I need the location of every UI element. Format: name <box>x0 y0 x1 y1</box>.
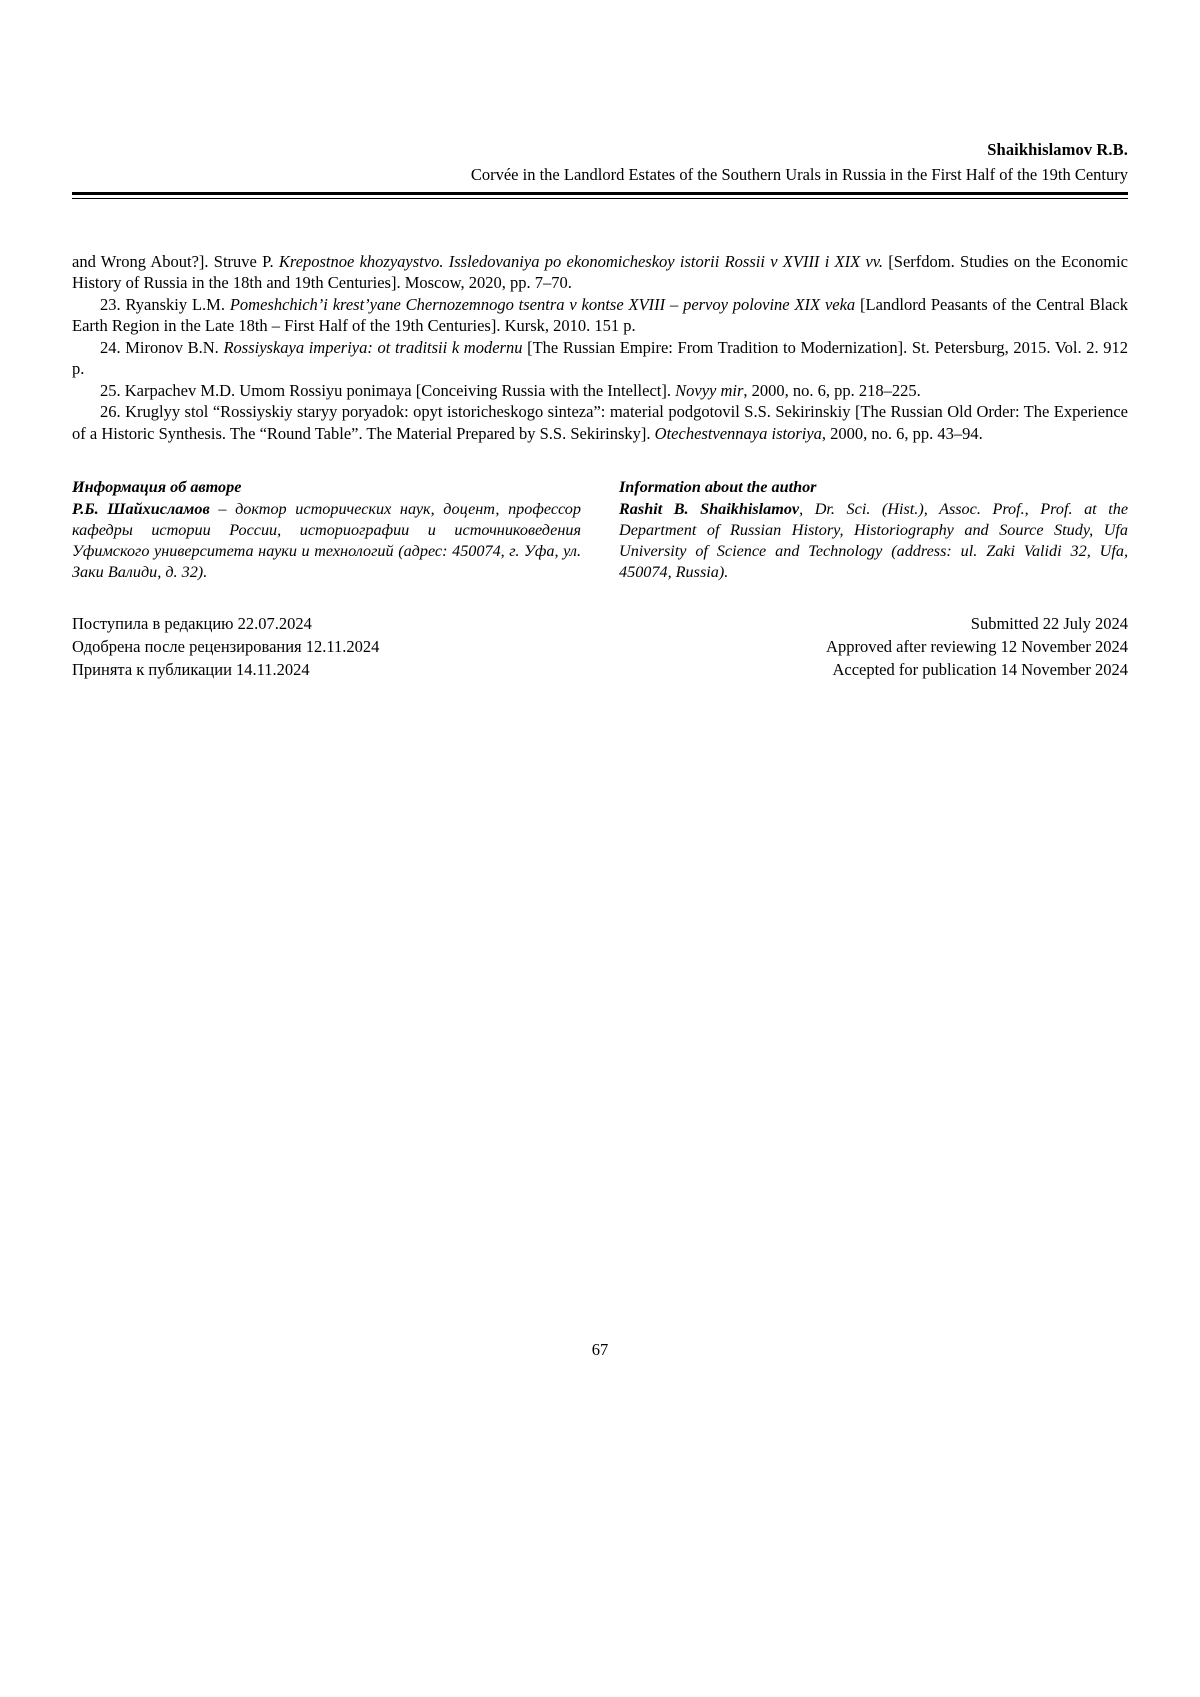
reference-text: Novyy mir <box>675 380 744 400</box>
header-divider <box>72 192 1128 199</box>
author-info-en-text: , Dr. Sci. (Hist.), Assoc. Prof., Prof. at the Department of Russian History, Historiography and Source Study, Ufa University of Science and Technology (address: ul. Zaki Validi 32, Ufa, 450074, Russia). <box>619 500 1129 582</box>
references-list <box>72 251 1128 444</box>
reference-item <box>72 251 1128 294</box>
author-info-ru-heading: Информация об авторе <box>72 477 242 496</box>
reference-text: Rossiyskaya imperiya: ot traditsii k modernu <box>223 337 523 357</box>
author-info-en-body <box>619 499 1128 583</box>
reference-item <box>72 337 1128 380</box>
reference-text: 23. Ryanskiy L.M. <box>100 294 230 314</box>
reference-text: [Serfdom. Studies on the Economic History of Russia in the 18th and 19th Centuries]. Moscow, 2020, pp. 7–70. <box>72 252 1128 293</box>
submission-date-line: Approved after reviewing 12 November 2024 <box>826 637 1128 657</box>
reference-text: 26. Kruglyy stol “Rossiyskiy staryy poryadok: opyt istoricheskogo sinteza”: material podgotovil S.S. Sekirinskiy [The Russian Old Order: The Experience of a Historic Synthesis. The “Round Table”. The Material Prepared by S.S. Sekirinsky]. <box>72 402 1128 443</box>
submission-dates <box>72 613 1128 681</box>
reference-text: , 2000, no. 6, pp. 43–94. <box>821 423 983 443</box>
page-number: 67 <box>591 1340 609 1359</box>
author-info-columns <box>72 477 1128 583</box>
author-info-ru-text: – доктор исторических наук, доцент, профессор кафедры истории России, историографии и источниковедения Уфимского университета науки и технологий (адрес: 450074, г. Уфа, ул. Заки Валиди, д. 32). <box>72 500 581 582</box>
reference-item <box>72 294 1128 337</box>
reference-text: 24. Mironov B.N. <box>100 337 224 357</box>
submission-date-line: Принята к публикации 14.11.2024 <box>72 659 310 679</box>
reference-text: Pomeshchich’i krest’yane Chernozemnogo tsentra v kontse XVIII – pervoy polovine XIX veka <box>229 294 856 314</box>
author-info-ru-name: Р.Б. Шайхисламов <box>72 500 210 518</box>
reference-text: , 2000, no. 6, pp. 218–225. <box>743 380 921 400</box>
submission-dates-en <box>600 613 1128 681</box>
submission-date-line: Submitted 22 July 2024 <box>970 614 1128 634</box>
submission-date-line: Поступила в редакцию 22.07.2024 <box>72 614 312 634</box>
reference-text: 25. Karpachev M.D. Umom Rossiyu ponimaya [Conceiving Russia with the Intellect]. <box>100 380 676 400</box>
reference-text: [Landlord Peasants of the Central Black Earth Region in the Late 18th – First Half of the 19th Centuries]. Kursk, 2010. 151 p. <box>72 294 1128 336</box>
reference-text: Otechestvennaya istoriya <box>654 423 822 443</box>
running-header <box>72 140 1128 199</box>
reference-item <box>72 401 1128 444</box>
author-info-ru-body <box>72 499 581 583</box>
reference-text: Krepostnoe khozyaystvo. Issledovaniya po ekonomicheskoy istorii Rossii v XVIII i XIX vv. <box>278 252 884 271</box>
submission-dates-ru <box>72 613 600 681</box>
submission-date-line: Accepted for publication 14 November 2024 <box>832 659 1128 679</box>
reference-item <box>72 380 1128 401</box>
reference-text: and Wrong About?]. Struve P. <box>72 252 279 271</box>
author-info-en-heading: Information about the author <box>619 477 817 496</box>
author-info-en-name: Rashit B. Shaikhislamov <box>619 500 800 518</box>
submission-date-line: Одобрена после рецензирования 12.11.2024 <box>72 637 380 657</box>
reference-text: [The Russian Empire: From Tradition to Modernization]. St. Petersburg, 2015. Vol. 2. 912 p. <box>72 337 1128 379</box>
header-article-title: Corvée in the Landlord Estates of the Southern Urals in Russia in the First Half of the 19th Century <box>470 165 1128 184</box>
header-author: Shaikhislamov R.B. <box>987 140 1128 159</box>
author-info-en <box>619 477 1128 583</box>
author-info-ru <box>72 477 581 583</box>
